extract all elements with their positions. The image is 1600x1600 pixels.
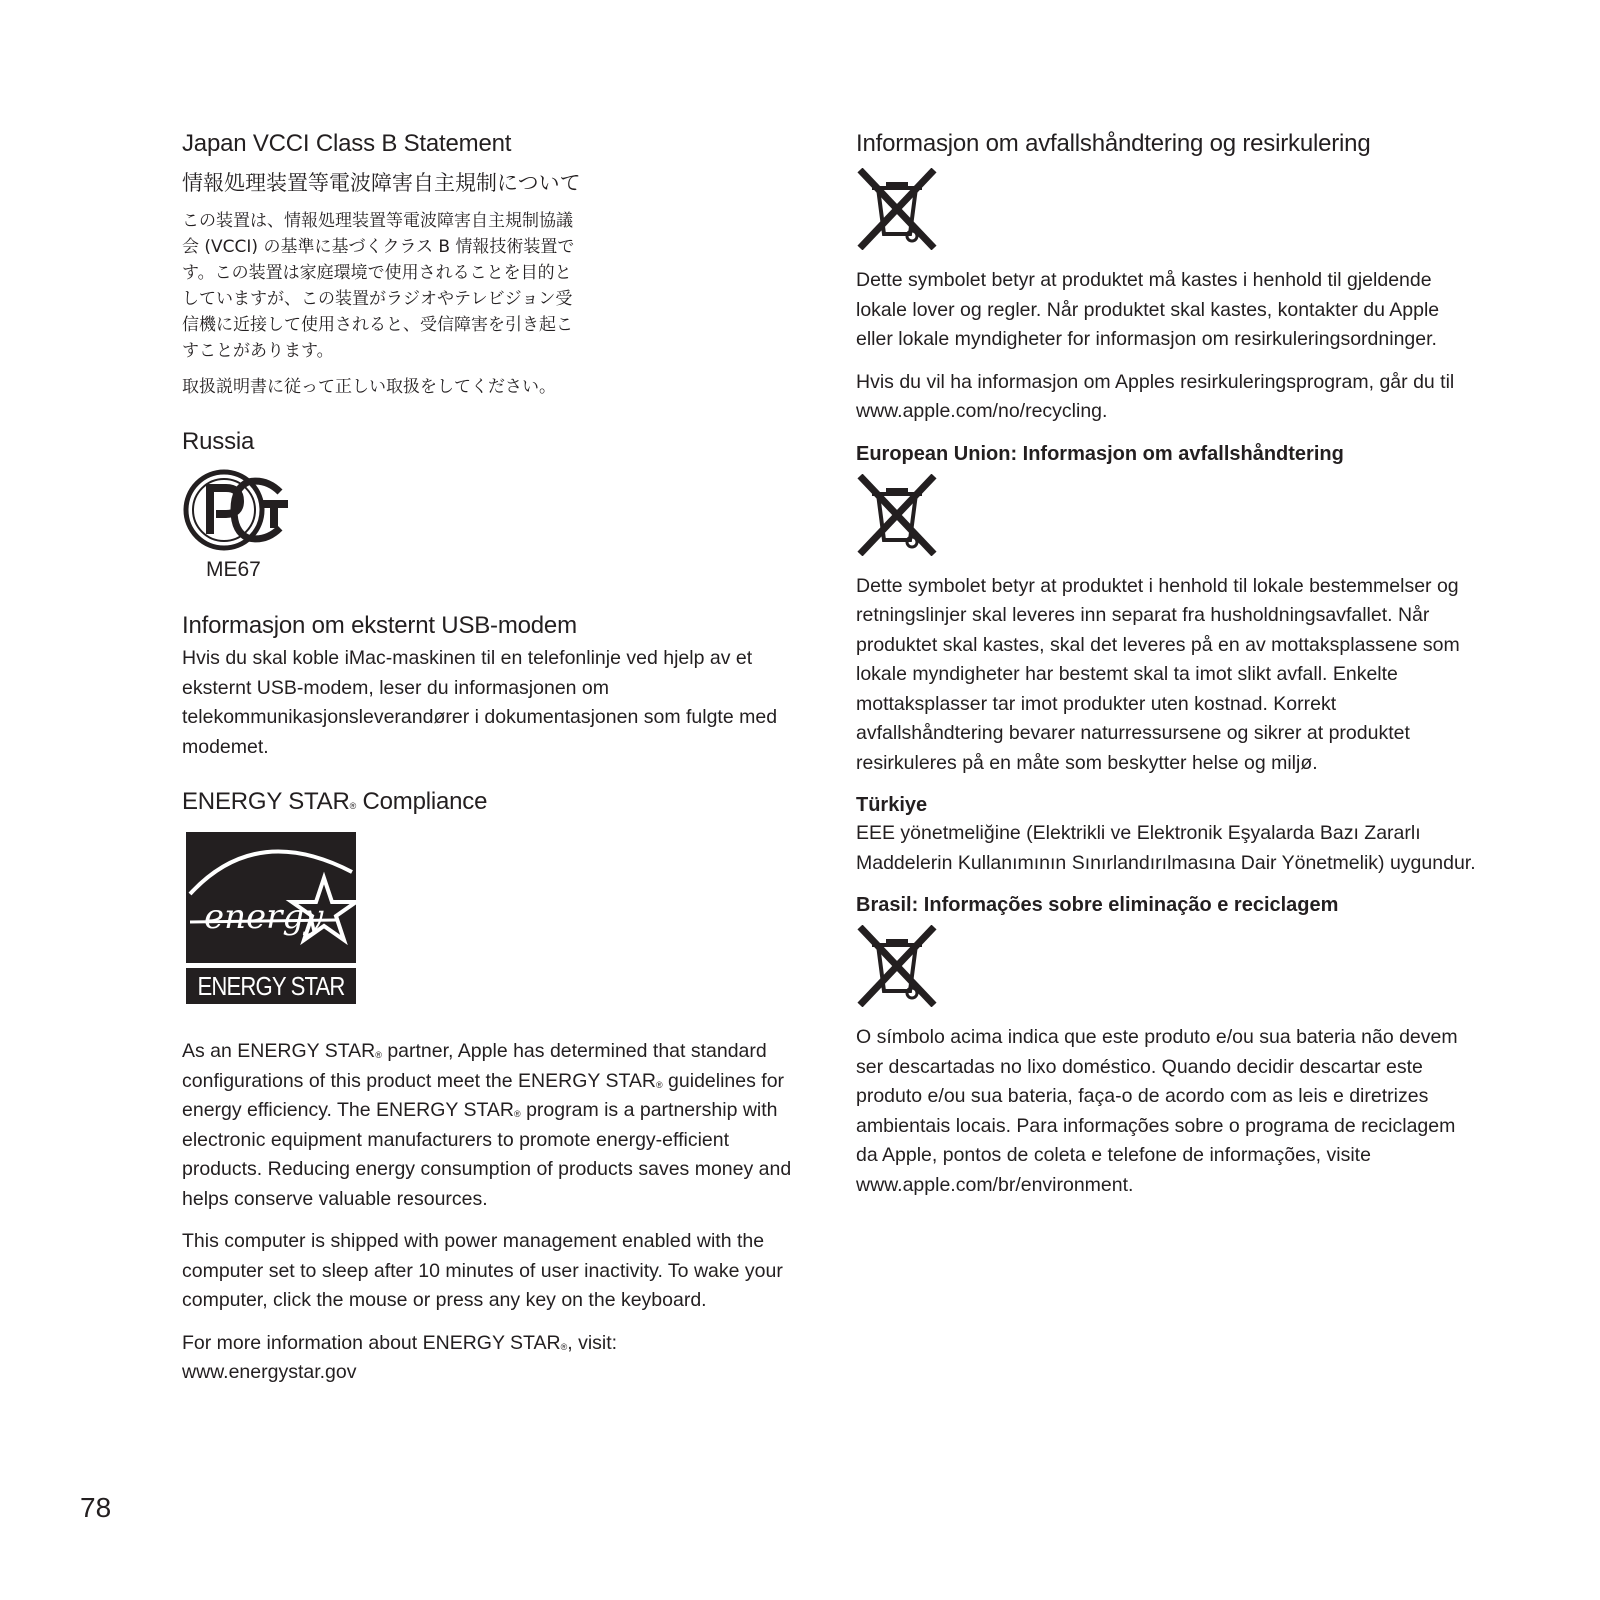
turkiye-heading: Türkiye (856, 794, 928, 816)
japan-vcci-section (182, 128, 802, 400)
turkiye-section (856, 791, 1476, 878)
eu-waste-heading: European Union: Informasjon om avfallshåndtering (856, 442, 1344, 465)
japan-vcci-instruction: 取扱説明書に従って正しい取扱をしてください。 (182, 377, 556, 397)
energy-star-logo-graphic (186, 832, 356, 963)
pct-certification-mark-icon (182, 466, 292, 556)
waste-paragraph-1: Dette symbolet betyr at produktet må kastes i henhold til gjeldende lokale lover og regler. Når produktet skal kastes, kontakter du Apple eller lokale myndigheter for informasjon om resirkuleringsordninger. (856, 269, 1440, 350)
eu-waste-section (856, 440, 1476, 779)
waste-heading: Informasjon om avfallshåndtering og resirkulering (856, 130, 1371, 157)
crossed-out-bin-icon (856, 925, 938, 1007)
registered-mark: ® (514, 1109, 521, 1119)
energy-star-url: www.energystar.gov (182, 1361, 357, 1383)
energy-star-section (182, 786, 802, 1388)
russia-section (182, 426, 802, 584)
energy-star-paragraph-1 (182, 1037, 802, 1214)
usb-modem-heading: Informasjon om eksternt USB-modem (182, 612, 577, 639)
usb-modem-section (182, 610, 802, 762)
russia-certificate-code: ME67 (206, 558, 261, 581)
energy-star-heading-rest: Compliance (356, 788, 488, 815)
registered-mark: ® (560, 1341, 568, 1352)
waste-section (856, 128, 1476, 427)
crossed-out-bin-icon (856, 474, 938, 556)
turkiye-body: EEE yönetmeliğine (Elektrikli ve Elektronik Eşyalarda Bazı Zararlı Maddelerin Kullanımının Sınırlandırılmasına Dair Yönetmelik) uygundur. (856, 822, 1476, 874)
registered-mark: ® (375, 1050, 382, 1060)
left-column (182, 128, 802, 1401)
crossed-out-bin-icon (856, 168, 938, 250)
energy-star-p1-part-c: guidelines for energy efficiency. The ENERGY STAR (182, 1069, 785, 1121)
energy-star-paragraph-3 (182, 1329, 802, 1388)
japan-vcci-body: この装置は、情報処理装置等電波障害自主規制協議 会 (VCCI) の基準に基づくクラス B 情報技術装置で す。この装置は家庭環境で使用されることを目的と していますが、この装置がラジオやテレビジョン受 信機に近接して使用されると、受信障害を引き起こ すことがあります。 (182, 211, 575, 361)
eu-waste-body: Dette symbolet betyr at produktet i henhold til lokale bestemmelser og retningslinjer skal leveres inn separat fra husholdningsavfallet. Når produktet skal kastes, skal det leveres på en av mottaksplassene som lokale myndigheter har bestemt skal ta imot slikt avfall. Enkelte mottaksplasser tar imot produkter uten kostnad. Korrekt avfallshåndtering bevarer naturressursene og sikrer at produktet resirkuleres på en måte som beskytter helse og miljø. (856, 574, 1460, 774)
energy-star-script-text: energy (204, 897, 324, 937)
energy-star-swoosh-icon (186, 832, 356, 963)
japan-vcci-subheading: 情報処理装置等電波障害自主規制について (182, 171, 581, 195)
brasil-heading: Brasil: Informações sobre eliminação e reciclagem (856, 894, 1339, 916)
energy-star-paragraph-2: This computer is shipped with power management enabled with the computer set to sleep after 10 minutes of user inactivity. To wake your computer, click the mouse or press any key on the keyboard. (182, 1230, 783, 1311)
energy-star-p3-part-a: For more information about ENERGY STAR (182, 1331, 561, 1354)
japan-vcci-heading: Japan VCCI Class B Statement (182, 130, 512, 157)
russia-heading: Russia (182, 428, 255, 455)
page-number: 78 (80, 1492, 112, 1523)
right-column (856, 128, 1476, 1213)
energy-star-p1-part-d: program is a partnership with electronic equipment manufacturers to promote energy-efficient products. Reducing energy consumption of products saves money and helps conserve valuable resources. (182, 1099, 792, 1210)
energy-star-heading-main: ENERGY STAR (182, 788, 350, 815)
energy-star-logo (186, 832, 356, 1007)
energy-star-heading (182, 786, 802, 818)
energy-star-p3-part-b: , visit: (567, 1331, 618, 1354)
brasil-section (856, 891, 1476, 1200)
brasil-body: O símbolo acima indica que este produto e/ou sua bateria não devem ser descartadas no lixo doméstico. Quando decidir descartar este produto e/ou sua bateria, faça-o de acordo com as leis e diretrizes ambientais locais. Para informações sobre o programa de reciclagem da Apple, pontos de coleta e telefone de informações, visite www.apple.com/br/environment. (856, 1026, 1458, 1196)
usb-modem-body: Hvis du skal koble iMac-maskinen til en telefonlinje ved hjelp av et eksternt USB-modem, leser du informasjonen om telekommunikasjonsleverandører i dokumentasjonen som fulgte med modemet. (182, 647, 778, 758)
energy-star-p1-part-a: As an ENERGY STAR (182, 1040, 376, 1062)
registered-mark: ® (349, 801, 357, 811)
registered-mark: ® (656, 1079, 663, 1090)
waste-paragraph-2: Hvis du vil ha informasjon om Apples resirkuleringsprogram, går du til www.apple.com/no/recycling. (856, 370, 1455, 422)
energy-star-logo-label: ENERGY STAR (186, 968, 356, 1004)
energy-star-p1-part-b: partner, Apple has determined that standard configurations of this product meet the ENERGY STAR (182, 1040, 767, 1092)
